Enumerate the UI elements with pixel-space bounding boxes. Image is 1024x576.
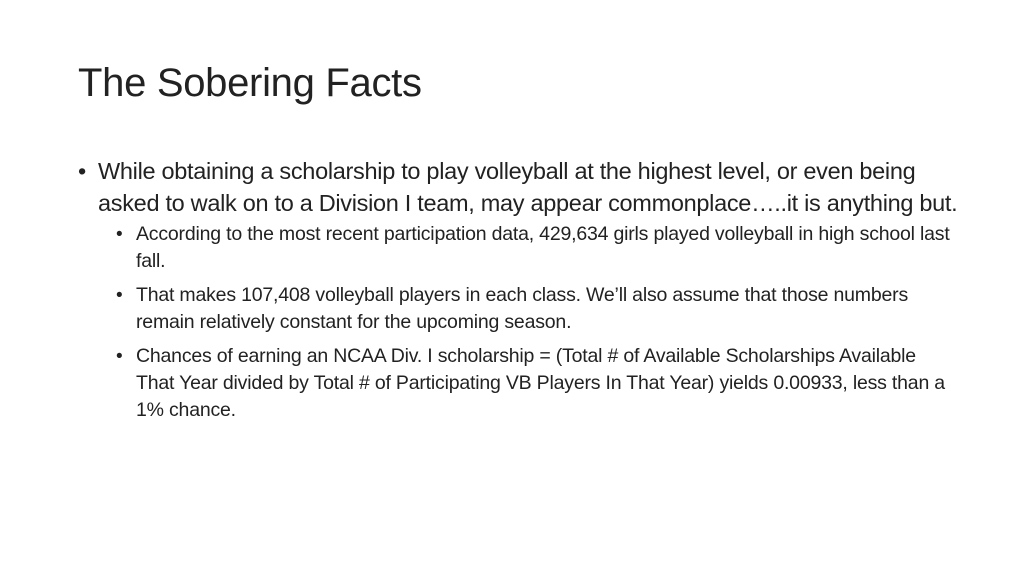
sub-bullet-dot-icon: • — [116, 346, 123, 367]
sub-bullet-text: That makes 107,408 volleyball players in each class. We’ll also assume that those numbers remain relatively constant for the upcoming season. — [136, 284, 908, 333]
sub-bullet-text: According to the most recent participation data, 429,634 girls played volleyball in high school last fall. — [136, 223, 950, 272]
bullet-list — [78, 155, 958, 424]
sub-bullet-list — [116, 221, 958, 424]
slide-title: The Sobering Facts — [78, 61, 422, 105]
sub-bullet-item — [116, 221, 958, 275]
bullet-text: While obtaining a scholarship to play volleyball at the highest level, or even being asked to walk on to a Division I team, may appear commonplace…..it is anything but. — [98, 158, 958, 216]
sub-bullet-dot-icon: • — [116, 285, 123, 306]
sub-bullet-item — [116, 343, 958, 424]
slide-body — [78, 155, 958, 431]
bullet-item — [78, 155, 958, 424]
sub-bullet-item — [116, 282, 958, 336]
bullet-dot-icon: • — [78, 158, 86, 184]
sub-bullet-dot-icon: • — [116, 224, 123, 245]
sub-bullet-text: Chances of earning an NCAA Div. I scholarship = (Total # of Available Scholarships Available That Year divided by Total # of Participating VB Players In That Year) yields 0.00933, less than a 1% chance. — [136, 345, 945, 421]
